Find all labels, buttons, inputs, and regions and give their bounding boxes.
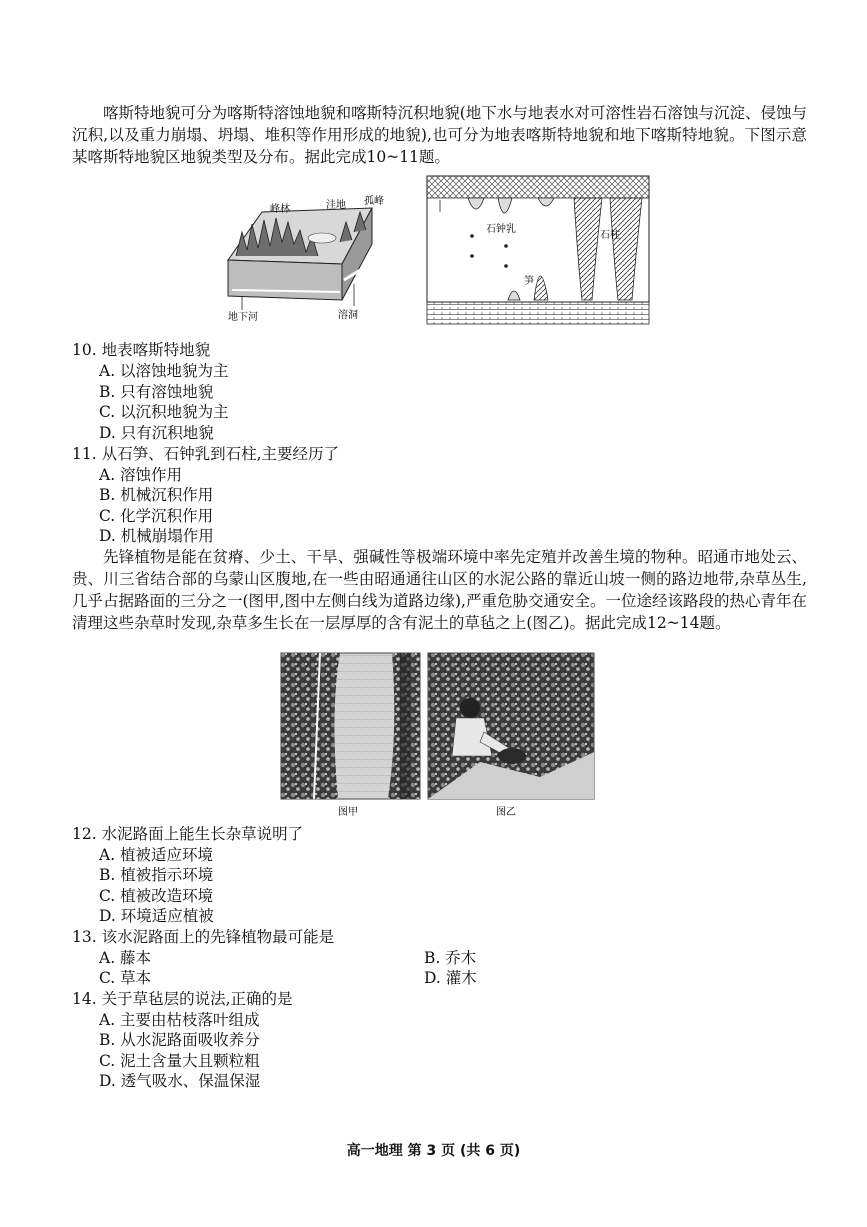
q14-stem: 14. 关于草毡层的说法,正确的是 bbox=[72, 990, 293, 1008]
q13-option-c[interactable]: C. 草本 bbox=[99, 969, 152, 987]
caption-a: 图甲 bbox=[338, 807, 358, 818]
q11-option-a[interactable]: A. 溶蚀作用 bbox=[99, 466, 183, 484]
karst-figure bbox=[222, 172, 652, 330]
passage-1: 喀斯特地貌可分为喀斯特溶蚀地貌和喀斯特沉积地貌(地下水与地表水对可溶性岩石溶蚀与沉淀、侵蚀与沉积,以及重力崩塌、坍塌、堆积等作用形成的地貌),也可分为地表喀斯特地貌和地下喀斯特地貌。下图示意某喀斯特地貌区地貌类型及分布。据此完成10~11题。 bbox=[72, 104, 807, 166]
q14-option-d[interactable]: D. 透气吸水、保温保湿 bbox=[99, 1072, 261, 1090]
q14-option-b[interactable]: B. 从水泥路面吸收养分 bbox=[99, 1031, 260, 1049]
q10-option-c[interactable]: C. 以沉积地貌为主 bbox=[99, 403, 229, 421]
label-rongdong: 溶洞 bbox=[338, 310, 358, 321]
label-sun: 笋 bbox=[524, 276, 534, 287]
q12-stem: 12. 水泥路面上能生长杂草说明了 bbox=[72, 825, 304, 843]
q10-stem: 10. 地表喀斯特地貌 bbox=[72, 341, 211, 359]
q11-option-b[interactable]: B. 机械沉积作用 bbox=[99, 486, 214, 504]
q12-option-d[interactable]: D. 环境适应植被 bbox=[99, 907, 214, 925]
karst-diagram bbox=[222, 172, 652, 330]
q13-option-a[interactable]: A. 藤本 bbox=[99, 949, 152, 967]
q11-stem: 11. 从石笋、石钟乳到石柱,主要经历了 bbox=[72, 445, 340, 463]
q11-option-c[interactable]: C. 化学沉积作用 bbox=[99, 507, 214, 525]
label-shizhu: 石柱 bbox=[600, 230, 620, 241]
label-wadi: 洼地 bbox=[326, 200, 346, 211]
q10-option-b[interactable]: B. 只有溶蚀地貌 bbox=[99, 383, 214, 401]
q12-option-b[interactable]: B. 植被指示环境 bbox=[99, 866, 214, 884]
caption-b: 图乙 bbox=[496, 807, 516, 818]
photos bbox=[280, 652, 596, 822]
passage-2: 先锋植物是能在贫瘠、少土、干旱、强碱性等极端环境中率先定殖并改善生境的物种。昭通市地处云、贵、川三省结合部的乌蒙山区腹地,在一些由昭通通往山区的水泥公路的靠近山坡一侧的路边地带,杂草丛生,几乎占据路面的三分之一(图甲,图中左侧白线为道路边缘),严重危胁交通安全。一位途经该路段的热心青年在清理这些杂草时发现,杂草多生长在一层厚厚的含有泥土的草毡之上(图乙)。据此完成12~14题。 bbox=[72, 548, 807, 632]
label-dixiahe: 地下河 bbox=[228, 312, 258, 323]
q10-option-a[interactable]: A. 以溶蚀地貌为主 bbox=[99, 362, 229, 380]
q10-option-d[interactable]: D. 只有沉积地貌 bbox=[99, 424, 214, 442]
q14-option-a[interactable]: A. 主要由枯枝落叶组成 bbox=[99, 1011, 260, 1029]
q12-option-c[interactable]: C. 植被改造环境 bbox=[99, 887, 214, 905]
label-gufeng: 孤峰 bbox=[364, 196, 384, 207]
q13-option-d[interactable]: D. 灌木 bbox=[424, 969, 477, 987]
q14-option-c[interactable]: C. 泥土含量大且颗粒粗 bbox=[99, 1052, 260, 1070]
q12-option-a[interactable]: A. 植被适应环境 bbox=[99, 846, 214, 864]
page-footer: 高一地理 第 3 页 (共 6 页) bbox=[346, 1143, 521, 1159]
label-fenglin: 峰林 bbox=[270, 204, 290, 215]
photo-figure bbox=[280, 652, 596, 822]
label-shizhongru: 石钟乳 bbox=[486, 224, 516, 235]
q13-stem: 13. 该水泥路面上的先锋植物最可能是 bbox=[72, 928, 335, 946]
q11-option-d[interactable]: D. 机械崩塌作用 bbox=[99, 527, 214, 545]
q13-option-b[interactable]: B. 乔木 bbox=[424, 949, 477, 967]
